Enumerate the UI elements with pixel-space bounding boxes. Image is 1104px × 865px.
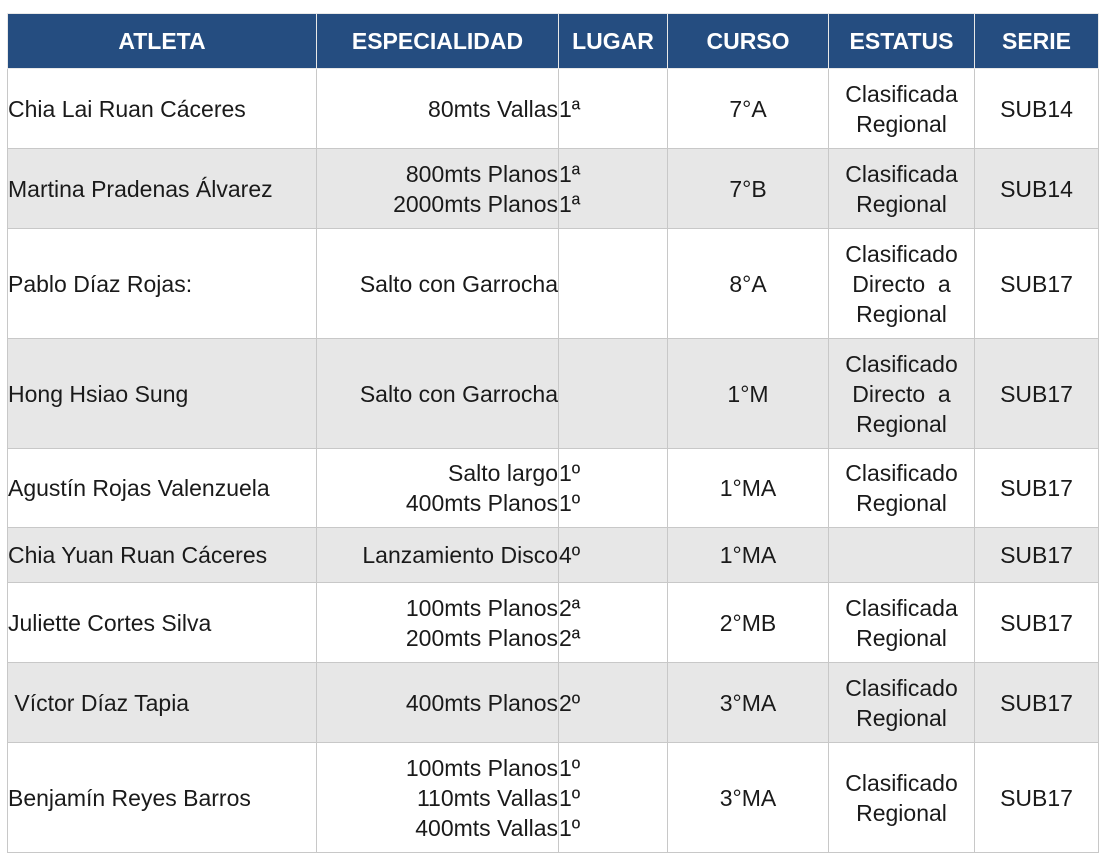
athlete-cell: Chia Yuan Ruan Cáceres (8, 528, 317, 583)
place-cell (559, 449, 668, 528)
specialty-cell (317, 339, 559, 449)
specialty-cell-line: 400mts Vallas (415, 814, 558, 841)
specialty-cell-line: Salto largo (448, 460, 558, 486)
athlete-cell: Agustín Rojas Valenzuela (8, 449, 317, 528)
status-cell-line: Clasificada (845, 80, 958, 107)
table-row (8, 229, 1099, 339)
athlete-cell: Martina Pradenas Álvarez (8, 149, 317, 229)
status-cell-line: Clasificado (845, 350, 958, 377)
place-cell (559, 743, 668, 853)
athlete-cell: Hong Hsiao Sung (8, 339, 317, 449)
specialty-cell-line: 2000mts Planos (393, 190, 558, 217)
status-cell-line: Regional (856, 110, 947, 137)
athlete-cell: Benjamín Reyes Barros (8, 743, 317, 853)
place-cell (559, 69, 668, 149)
specialty-cell (317, 149, 559, 229)
header-lugar: LUGAR (559, 14, 668, 69)
athlete-cell: Víctor Díaz Tapia (8, 663, 317, 743)
specialty-cell-line: Lanzamiento Disco (362, 542, 558, 568)
status-cell-line: Regional (856, 300, 947, 327)
course-cell: 3°MA (668, 663, 829, 743)
place-cell-line: 1º (559, 490, 581, 516)
status-cell-line: Regional (856, 490, 947, 516)
specialty-cell (317, 528, 559, 583)
course-cell: 1°MA (668, 449, 829, 528)
specialty-cell-line: Salto con Garrocha (359, 270, 558, 297)
specialty-cell-line: 200mts Planos (405, 624, 558, 651)
specialty-cell-line: 400mts Planos (405, 689, 558, 716)
place-cell-line: 1ª (559, 160, 581, 187)
specialty-cell (317, 583, 559, 663)
specialty-cell (317, 743, 559, 853)
course-cell: 7°A (668, 69, 829, 149)
place-cell-line: 1º (559, 460, 581, 486)
status-cell-line: Regional (856, 624, 947, 651)
place-cell-line: 4º (559, 542, 581, 568)
serie-cell: SUB14 (975, 69, 1099, 149)
athlete-cell: Pablo Díaz Rojas: (8, 229, 317, 339)
place-cell (559, 229, 668, 339)
table-row (8, 339, 1099, 449)
course-cell: 2°MB (668, 583, 829, 663)
course-cell: 7°B (668, 149, 829, 229)
specialty-cell-line: 100mts Planos (405, 594, 558, 621)
header-estatus: ESTATUS (829, 14, 975, 69)
header-row (8, 14, 1099, 69)
status-cell (829, 743, 975, 853)
table-row (8, 663, 1099, 743)
status-cell (829, 449, 975, 528)
status-cell-line: Regional (856, 410, 947, 437)
table-row (8, 528, 1099, 583)
header-curso: CURSO (668, 14, 829, 69)
status-cell (829, 229, 975, 339)
athlete-cell: Juliette Cortes Silva (8, 583, 317, 663)
course-cell: 1°M (668, 339, 829, 449)
status-cell (829, 149, 975, 229)
status-cell-line: Clasificado (845, 769, 958, 796)
serie-cell: SUB17 (975, 663, 1099, 743)
place-cell-line: 1ª (559, 95, 581, 122)
results-table (7, 13, 1099, 853)
place-cell (559, 583, 668, 663)
status-cell (829, 339, 975, 449)
table-row (8, 743, 1099, 853)
table-body (8, 69, 1099, 853)
specialty-cell-line: 80mts Vallas (428, 95, 558, 122)
course-cell: 3°MA (668, 743, 829, 853)
place-cell-line: 2º (559, 689, 581, 716)
table-row (8, 449, 1099, 528)
status-cell-line: Clasificada (845, 160, 958, 187)
status-cell (829, 583, 975, 663)
status-cell (829, 69, 975, 149)
status-cell (829, 663, 975, 743)
status-cell-line: Directo a (852, 270, 951, 297)
serie-cell: SUB17 (975, 229, 1099, 339)
status-cell-line: Regional (856, 190, 947, 217)
place-cell-line: 1ª (559, 190, 581, 217)
status-cell-line: Clasificado (845, 240, 958, 267)
place-cell-line: 1º (559, 784, 581, 811)
specialty-cell-line: 400mts Planos (405, 490, 558, 516)
place-cell-line: 2ª (559, 594, 581, 621)
serie-cell: SUB17 (975, 528, 1099, 583)
status-cell (829, 528, 975, 583)
place-cell (559, 339, 668, 449)
header-especialidad: ESPECIALIDAD (317, 14, 559, 69)
status-cell-line: Clasificado (845, 460, 958, 486)
status-cell-line: Directo a (852, 380, 951, 407)
specialty-cell (317, 663, 559, 743)
serie-cell: SUB17 (975, 449, 1099, 528)
specialty-cell (317, 69, 559, 149)
place-cell (559, 663, 668, 743)
status-cell-line: Regional (856, 799, 947, 826)
status-cell-line: Clasificada (845, 594, 958, 621)
place-cell (559, 528, 668, 583)
serie-cell: SUB17 (975, 743, 1099, 853)
specialty-cell (317, 449, 559, 528)
place-cell (559, 149, 668, 229)
status-cell-line: Clasificado (845, 674, 958, 701)
course-cell: 1°MA (668, 528, 829, 583)
course-cell: 8°A (668, 229, 829, 339)
athlete-cell: Chia Lai Ruan Cáceres (8, 69, 317, 149)
specialty-cell (317, 229, 559, 339)
specialty-cell-line: 100mts Planos (405, 754, 558, 781)
header-serie: SERIE (975, 14, 1099, 69)
place-cell-line: 1º (559, 754, 581, 781)
specialty-cell-line: 800mts Planos (405, 160, 558, 187)
place-cell-line: 1º (559, 814, 581, 841)
serie-cell: SUB17 (975, 583, 1099, 663)
status-cell-line: Regional (856, 704, 947, 731)
header-atleta: ATLETA (8, 14, 317, 69)
specialty-cell-line: 110mts Vallas (416, 784, 558, 811)
place-cell-line: 2ª (559, 624, 581, 651)
specialty-cell-line: Salto con Garrocha (359, 380, 558, 407)
table-row (8, 149, 1099, 229)
serie-cell: SUB17 (975, 339, 1099, 449)
serie-cell: SUB14 (975, 149, 1099, 229)
table-row (8, 583, 1099, 663)
table-row (8, 69, 1099, 149)
